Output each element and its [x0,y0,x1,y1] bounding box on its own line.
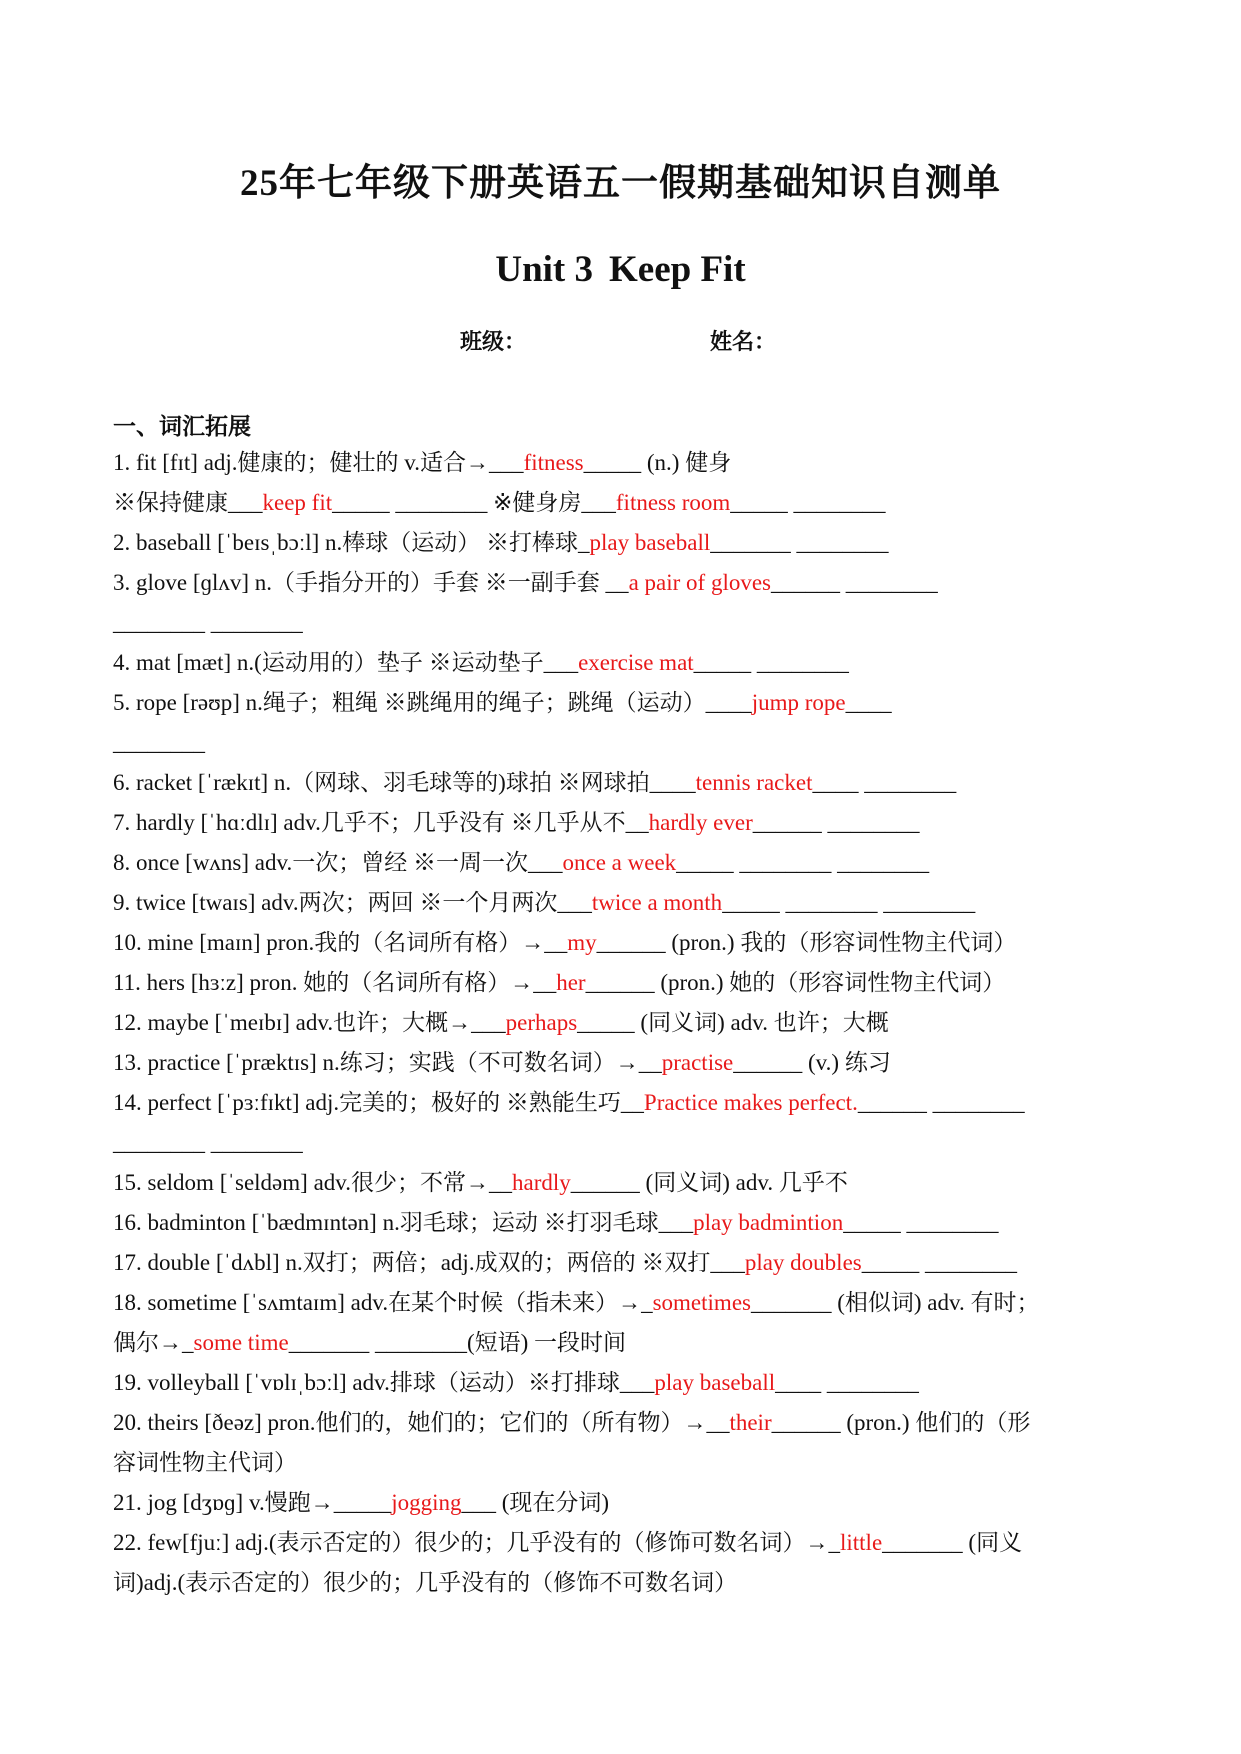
answer-text: once a week [562,850,677,875]
list-item: ________ ________ [113,610,303,635]
answer-text: my [567,930,597,955]
list-item: 19. volleyball [ˈvɒlɪˌbɔːl] adv.排球（运动）※打排球___play baseball____ ________ [113,1370,919,1395]
answer-text: play baseball [589,530,711,555]
list-item: 容词性物主代词） [113,1450,297,1475]
answer-text: perhaps [505,1010,578,1035]
list-item: 5. rope [rəʊp] n.绳子；粗绳 ※跳绳用的绳子；跳绳（运动）____jump rope____ [113,690,892,715]
answer-text: practise [661,1050,734,1075]
answer-text: jump rope [751,690,846,715]
list-item: ________ ________ [113,1130,303,1155]
answer-text: some time [193,1330,289,1355]
section-heading: 一、词汇拓展 [113,414,251,439]
answer-text: jogging [391,1490,462,1515]
list-item: 2. baseball [ˈbeɪsˌbɔːl] n.棒球（运动） ※打棒球_play baseball_______ ________ [113,530,889,555]
answer-text: play badmintion [693,1210,844,1235]
list-item: ________ [113,730,205,755]
answer-text: Practice makes perfect. [643,1090,858,1115]
unit-number: Unit 3 [495,249,593,290]
list-item: 22. few[fjuː] adj.(表示否定的）很少的；几乎没有的（修饰可数名词）→_little_______ (同义 [113,1530,1023,1555]
answer-text: tennis racket [695,770,813,795]
answer-text: fitness room [615,490,731,515]
unit-title: Keep Fit [609,249,746,290]
list-item: 14. perfect [ˈpɜːfɪkt] adj.完美的；极好的 ※熟能生巧__Practice makes perfect.______ ________ [113,1090,1025,1115]
list-item: 18. sometime [ˈsʌmtaɪm] adv.在某个时候（指未来）→_sometimes_______ (相似词) adv. 有时； [113,1290,1040,1315]
list-item: 1. fit [fɪt] adj.健康的；健壮的 v.适合→___fitness_____ (n.) 健身 [113,450,732,475]
list-item: 20. theirs [ðeəz] pron.他们的，她们的；它们的（所有物）→__their______ (pron.) 他们的（形 [113,1410,1031,1435]
answer-text: her [556,970,586,995]
answer-text: exercise mat [578,650,694,675]
list-item: 7. hardly [ˈhɑːdlɪ] adv.几乎不；几乎没有 ※几乎从不__hardly ever______ ________ [113,810,920,835]
list-item: 4. mat [mæt] n.(运动用的）垫子 ※运动垫子___exercise mat_____ ________ [113,650,849,675]
list-item: 6. racket [ˈrækɪt] n.（网球、羽毛球等的)球拍 ※网球拍____tennis racket____ ________ [113,770,957,795]
unit-heading [0,248,1241,291]
list-item: 词)adj.(表示否定的）很少的；几乎没有的（修饰不可数名词） [113,1570,738,1595]
answer-text: play baseball [654,1370,776,1395]
answer-text: little [840,1530,883,1555]
answer-text: a pair of gloves [628,570,771,595]
answer-text: hardly [512,1170,571,1195]
list-item: 10. mine [maɪn] pron.我的（名词所有格）→__my______ (pron.) 我的（形容词性物主代词） [113,930,1017,955]
list-item: 9. twice [twaɪs] adv.两次；两回 ※一个月两次___twice a month_____ ________ ________ [113,890,976,915]
list-item: 8. once [wʌns] adv.一次；曾经 ※一周一次___once a week_____ ________ ________ [113,850,930,875]
answer-text: keep fit [262,490,333,515]
answer-text: sometimes [652,1290,751,1315]
list-item: 21. jog [dʒɒɡ] v.慢跑→_____jogging___ (现在分词) [113,1490,610,1515]
list-item: 11. hers [hɜːz] pron. 她的（名词所有格）→__her______ (pron.) 她的（形容词性物主代词） [113,970,1006,995]
list-item: 3. glove [ɡlʌv] n.（手指分开的）手套 ※一副手套 __a pair of gloves______ ________ [113,570,938,595]
list-item: 12. maybe [ˈmeɪbɪ] adv.也许；大概→___perhaps_____ (同义词) adv. 也许；大概 [113,1010,889,1035]
answer-text: play doubles [744,1250,862,1275]
answer-text: fitness [523,450,584,475]
list-item: 偶尔→_some time_______ ________(短语) 一段时间 [113,1330,627,1355]
answer-text: twice a month [591,890,723,915]
page-title: 25年七年级下册英语五一假期基础知识自测单 [240,163,1001,204]
list-item: 17. double [ˈdʌbl] n.双打；两倍；adj.成双的；两倍的 ※双打___play doubles_____ ________ [113,1250,1017,1275]
list-item: 16. badminton [ˈbædmɪntən] n.羽毛球；运动 ※打羽毛球___play badmintion_____ ________ [113,1210,999,1235]
vocabulary-list [113,443,1133,1603]
class-field-label: 班级： [460,329,527,354]
list-item: 13. practice [ˈpræktɪs] n.练习；实践（不可数名词）→__practise______ (v.) 练习 [113,1050,891,1075]
answer-text: hardly ever [648,810,753,835]
list-item: 15. seldom [ˈseldəm] adv.很少；不常→__hardly______ (同义词) adv. 几乎不 [113,1170,848,1195]
answer-text: their [729,1410,772,1435]
list-item: ※保持健康___keep fit_____ ________ ※健身房___fitness room_____ ________ [113,490,886,515]
name-field-label: 姓名： [710,329,777,354]
